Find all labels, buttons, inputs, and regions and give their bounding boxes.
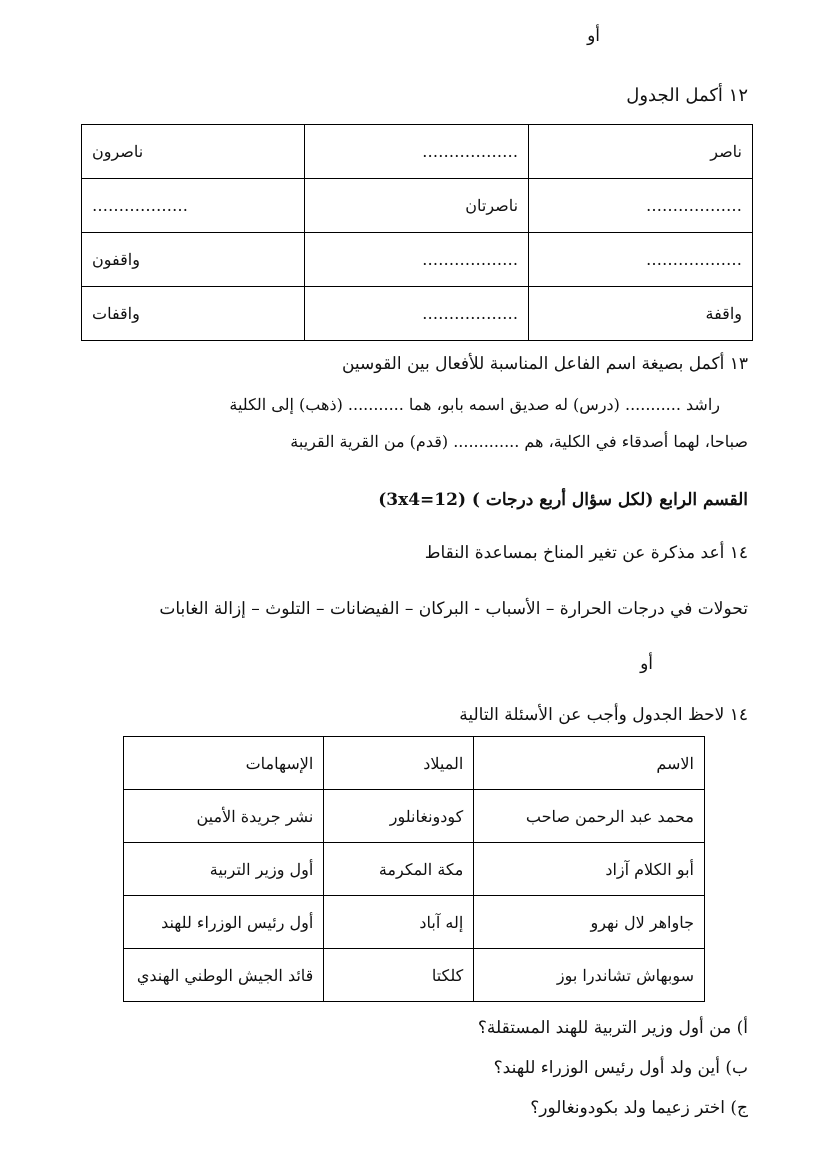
table-row [124, 896, 705, 949]
q13-title: ١٣ أكمل بصيغة اسم الفاعل المناسبة للأفعال بين القوسين [341, 354, 748, 374]
column-header-name: الاسم [474, 737, 705, 790]
q12-title: ١٢ أكمل الجدول [626, 85, 748, 106]
table-cell: كلكتا [324, 949, 474, 1002]
table-row [124, 790, 705, 843]
table-row [124, 949, 705, 1002]
table-cell: واقفات [82, 287, 305, 341]
or-divider-middle: أو [640, 654, 653, 674]
leaders-table [123, 736, 705, 1002]
table-cell: ……………… [305, 233, 529, 287]
q14b-title: ١٤ لاحظ الجدول وأجب عن الأسئلة التالية [459, 705, 748, 725]
table-cell: أبو الكلام آزاد [474, 843, 705, 896]
table-row [82, 125, 753, 179]
table-cell: قائد الجيش الوطني الهندي [124, 949, 324, 1002]
q13-sentence-1: راشد ........... (درس) له صديق اسمه بابو، هما ........... (ذهب) إلى الكلية [229, 395, 720, 414]
table-cell: مكة المكرمة [324, 843, 474, 896]
question-b: ب) أين ولد أول رئيس الوزراء للهند؟ [493, 1058, 748, 1078]
table-cell: ……………… [82, 179, 305, 233]
section-four-heading: القسم الرابع (لكل سؤال أربع درجات ) (3x4=12) [378, 490, 748, 510]
table-cell: ناصرتان [305, 179, 529, 233]
table-cell: أول رئيس الوزراء للهند [124, 896, 324, 949]
table-cell: ناصرون [82, 125, 305, 179]
table-cell: محمد عبد الرحمن صاحب [474, 790, 705, 843]
table-cell: نشر جريدة الأمين [124, 790, 324, 843]
table-cell: كودونغانلور [324, 790, 474, 843]
q13-sentence-2: صباحا، لهما أصدقاء في الكلية، هم ............. (قدم) من القرية القريبة [290, 432, 748, 451]
table-cell: أول وزير التربية [124, 843, 324, 896]
table-cell: ……………… [529, 179, 753, 233]
table-cell: إله آباد [324, 896, 474, 949]
question-c: ج) اختر زعيما ولد بكودونغالور؟ [530, 1098, 748, 1118]
table-cell: ……………… [529, 233, 753, 287]
conjugation-table [81, 124, 753, 341]
table-cell: ……………… [305, 125, 529, 179]
q14a-title: ١٤ أعد مذكرة عن تغير المناخ بمساعدة النقاط [424, 543, 748, 563]
table-cell: جاواهر لال نهرو [474, 896, 705, 949]
table-row [124, 843, 705, 896]
table-cell: ناصر [529, 125, 753, 179]
column-header-contributions: الإسهامات [124, 737, 324, 790]
table-cell: سوبهاش تشاندرا بوز [474, 949, 705, 1002]
table-row [82, 233, 753, 287]
table-cell: ……………… [305, 287, 529, 341]
table-header-row [124, 737, 705, 790]
table-cell: واقفون [82, 233, 305, 287]
or-divider-top: أو [587, 26, 600, 46]
question-a: أ) من أول وزير التربية للهند المستقلة؟ [477, 1018, 748, 1038]
table-row [82, 179, 753, 233]
table-cell: واقفة [529, 287, 753, 341]
table-row [82, 287, 753, 341]
column-header-birthplace: الميلاد [324, 737, 474, 790]
q14a-points: تحولات في درجات الحرارة – الأسباب - البركان – الفيضانات – التلوث – إزالة الغابات [159, 599, 748, 619]
